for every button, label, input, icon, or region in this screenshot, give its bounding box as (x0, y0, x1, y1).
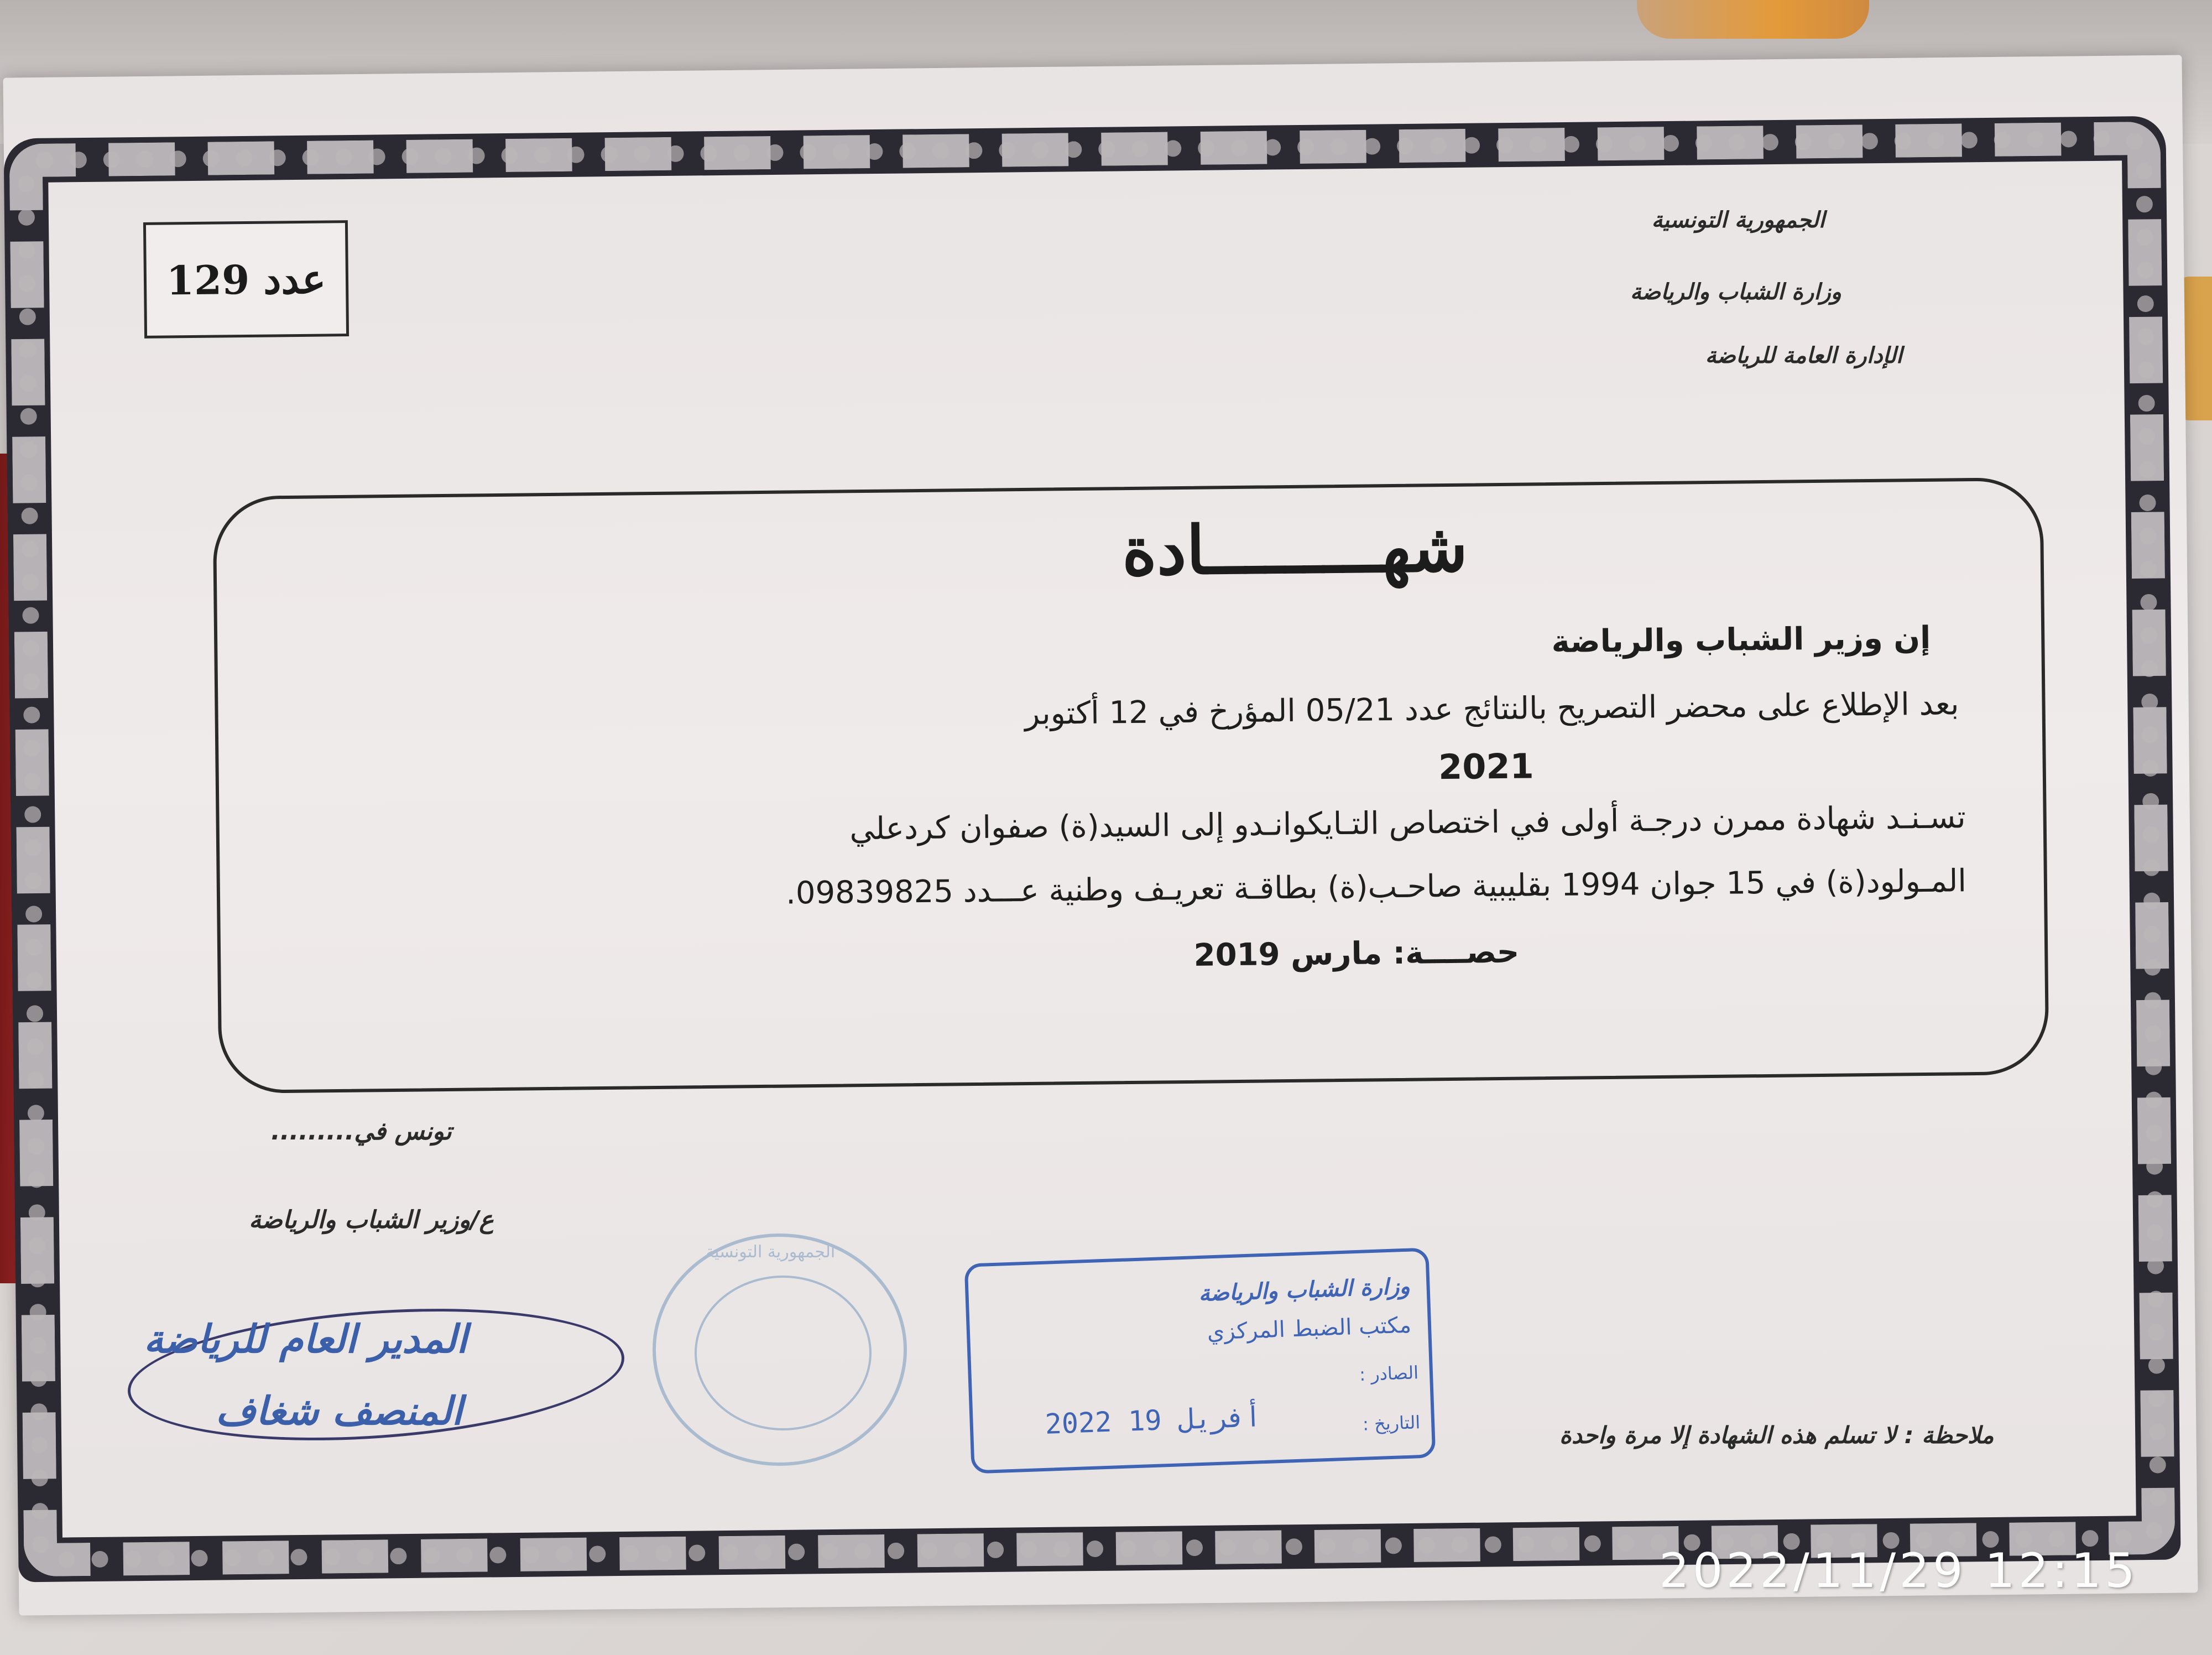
body-line-5: المـولود(ة) في 15 جوان 1994 بقليبية صاحـب(ة) بطاقـة تعريـف وطنية عـــدد 09839825. (785, 863, 1967, 912)
certificate-body-box (212, 477, 2049, 1094)
seal-text: الجمهورية التونسية (706, 1242, 836, 1262)
registry-stamp (964, 1247, 1436, 1474)
body-line-2: بعد الإطلاع على محضر التصريح بالنتائج عدد 05/21 المؤرخ في 12 أكتوبر (1024, 686, 1959, 732)
official-seal (653, 1234, 907, 1466)
body-line-1: إن وزير الشباب والرياضة (1551, 620, 1931, 660)
place-date-line: تونس في......... (271, 1117, 452, 1146)
body-line-3: 2021 (1438, 746, 1535, 788)
header-directorate: الإدارة العامة للرياضة (1705, 343, 1902, 368)
certificate-note: ملاحظة : لا تسلم هذه الشهادة إلا مرة واحدة (1559, 1422, 1994, 1449)
body-line-4: تسـنـد شهادة ممرن درجـة أولى في اختصاص التـايكوانـدو إلى السيد(ة) صفوان كردعلي (849, 799, 1966, 847)
stamp-office: مكتب الضبط المركزي (1207, 1312, 1412, 1345)
minister-label: ع/وزير الشباب والرياضة (249, 1206, 494, 1234)
seal-emblem (695, 1276, 872, 1430)
director-name-stamp: المنصف شغاف (216, 1388, 463, 1434)
photo-timestamp: 2022/11/29 12:15 (1659, 1543, 2138, 1599)
stamp-date: 2022 أفريل 19 (1044, 1401, 1262, 1440)
stamp-ministry: وزارة الشباب والرياضة (1198, 1273, 1411, 1307)
certificate-number: عدد 129 (143, 220, 349, 339)
background-orange-object (1637, 0, 1869, 39)
stamp-date-label: التاريخ : (1362, 1412, 1421, 1435)
director-title-stamp: المدير العام للرياضة (144, 1316, 467, 1362)
certificate-title: شهـــــــــادة (1121, 508, 1468, 591)
header-republic: الجمهورية التونسية (1651, 207, 1825, 233)
header-ministry: وزارة الشباب والرياضة (1630, 279, 1841, 305)
stamp-issued-label: الصادر : (1359, 1362, 1419, 1385)
body-line-6: حصــــة: مارس 2019 (1193, 934, 1520, 974)
